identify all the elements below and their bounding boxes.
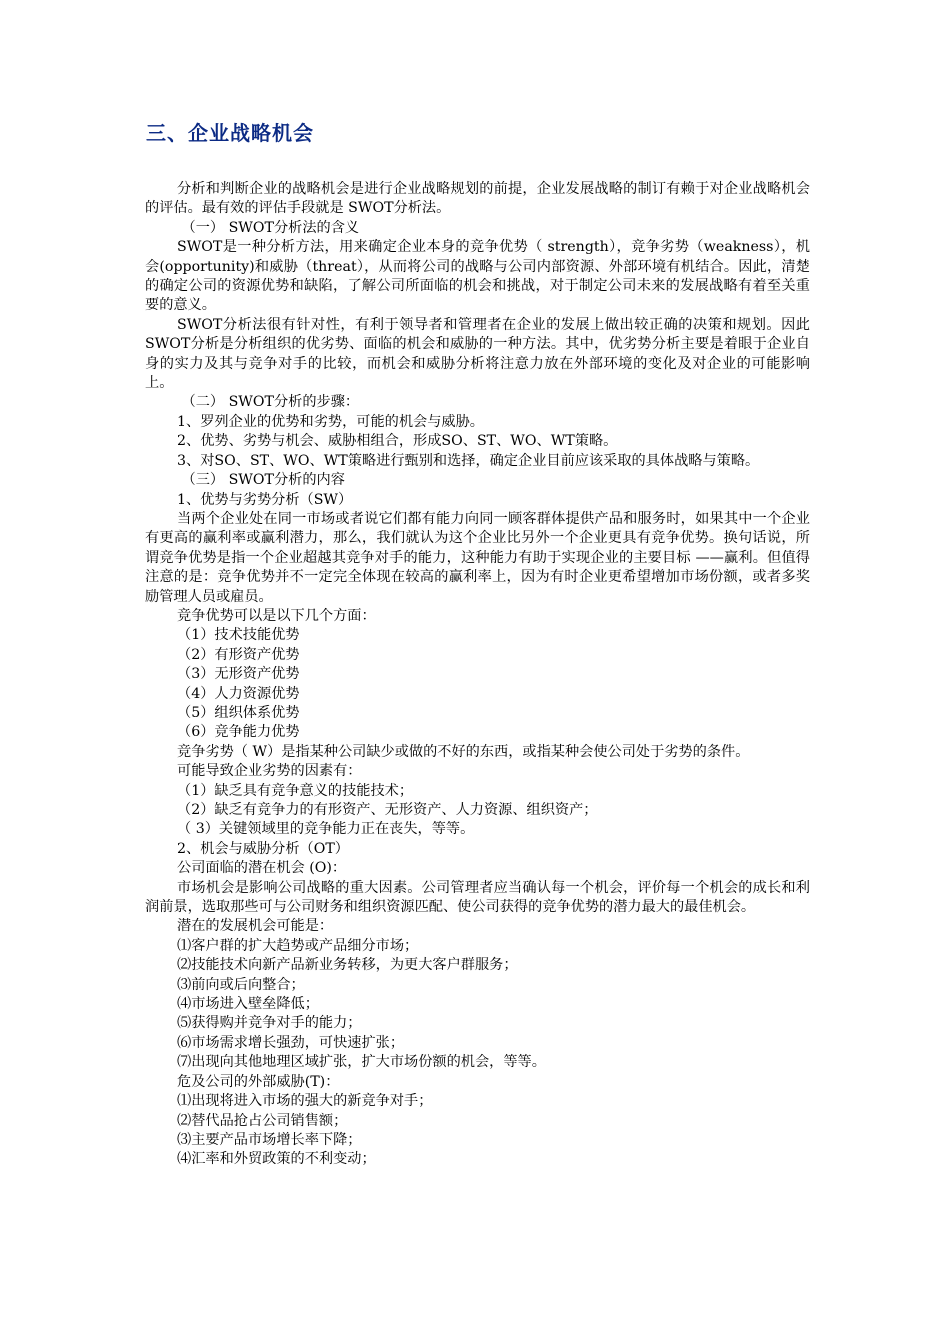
step-item: 1、罗列企业的优势和劣势，可能的机会与威胁。 bbox=[177, 413, 484, 430]
list-item: （1）缺乏具有竞争意义的技能技术； bbox=[177, 782, 414, 799]
list-item: （ 3）关键领域里的竞争能力正在丧失，等等。 bbox=[177, 821, 475, 838]
paragraph-swot-definition: SWOT是一种分析方法，用来确定企业本身的竞争优势（ strength），竞争劣势（weakness），机会(opportunity)和威胁（threat），从而将公司的战略与公司内部资源、外部环境有机结合。因此，清楚的确定公司的资源优势和缺陷，了解公司所面临的机会和挑战，对于制定公司未来的发展战略有着至关重要的意义。 bbox=[145, 239, 810, 314]
list-intro-weakness-factors: 可能导致企业劣势的因素有： bbox=[177, 763, 362, 780]
list-item: ⑴出现将进入市场的强大的新竞争对手； bbox=[177, 1093, 433, 1110]
list-item: （2）缺乏有竞争力的有形资产、无形资产、人力资源、组织资产； bbox=[177, 802, 598, 818]
document-body bbox=[145, 180, 810, 1170]
list-item: ⑴客户群的扩大趋势或产品细分市场； bbox=[177, 937, 419, 954]
list-intro-advantages: 竞争优势可以是以下几个方面： bbox=[177, 607, 376, 624]
list-item: ⑶前向或后向整合； bbox=[177, 976, 305, 993]
list-item: （4）人力资源优势 bbox=[177, 685, 300, 702]
paragraph-competitive-advantage: 当两个企业处在同一市场或者说它们都有能力向同一顾客群体提供产品和服务时，如果其中一个企业有更高的赢利率或赢利潜力，那么，我们就认为这个企业比另外一个企业更具有竞争优势。换句话说，所谓竞争优势是指一个企业超越其竞争对手的能力，这种能力有助于实现企业的主要目标 ——赢利。但值得注意的是：竞争优势并不一定完全体现在较高的赢利率上，因为有时企业更希望增加市场份额，或者多奖励管理人员或雇员。 bbox=[145, 510, 810, 605]
subheading-swot-meaning: （一） SWOT分析法的含义 bbox=[177, 219, 360, 236]
subheading-swot-content: （三） SWOT分析的内容 bbox=[177, 472, 345, 489]
list-item: （3）无形资产优势 bbox=[177, 666, 300, 683]
list-intro-opportunities: 潜在的发展机会可能是： bbox=[177, 918, 334, 935]
list-item: （6）竞争能力优势 bbox=[177, 724, 300, 741]
subheading-threats: 危及公司的外部威胁(T)： bbox=[177, 1073, 340, 1090]
list-item: （2）有形资产优势 bbox=[177, 646, 300, 663]
paragraph-intro: 分析和判断企业的战略机会是进行企业战略规划的前提，企业发展战略的制订有赖于对企业战略机会的评估。最有效的评估手段就是 SWOT分析法。 bbox=[145, 181, 810, 217]
list-item: ⑺出现向其他地理区域扩张，扩大市场份额的机会，等等。 bbox=[177, 1054, 546, 1071]
section-title: 三、企业战略机会 bbox=[146, 121, 314, 145]
subheading-swot-steps: （二） SWOT分析的步骤： bbox=[177, 394, 360, 411]
list-item: （1）技术技能优势 bbox=[177, 627, 300, 644]
subheading-ot: 2、机会与威胁分析（OT） bbox=[177, 840, 349, 857]
paragraph-market-opportunity: 市场机会是影响公司战略的重大因素。公司管理者应当确认每一个机会，评价每一个机会的成长和利润前景，选取那些可与公司财务和组织资源匹配、使公司获得的竞争优势的潜力最大的最佳机会。 bbox=[145, 879, 810, 916]
list-item: ⑵替代品抢占公司销售额； bbox=[177, 1112, 348, 1129]
step-item: 3、对SO、ST、WO、WT策略进行甄别和选择，确定企业目前应该采取的具体战略与策略。 bbox=[177, 452, 760, 469]
list-item: ⑷汇率和外贸政策的不利变动； bbox=[177, 1151, 376, 1168]
paragraph-swot-purpose: SWOT分析法很有针对性，有利于领导者和管理者在企业的发展上做出较正确的决策和规划。因此SWOT分析是分析组织的优劣势、面临的机会和威胁的一种方法。其中，优劣势分析主要是着眼于企业自身的实力及其与竞争对手的比较，而机会和威胁分析将注意力放在外部环境的变化及对企业的可能影响上。 bbox=[145, 316, 810, 392]
list-item: ⑸获得购并竞争对手的能力； bbox=[177, 1015, 362, 1032]
subheading-sw: 1、优势与劣势分析（SW） bbox=[177, 491, 353, 508]
paragraph-weakness: 竞争劣势（ W）是指某种公司缺少或做的不好的东西，或指某种会使公司处于劣势的条件。 bbox=[177, 743, 750, 760]
list-item: ⑶主要产品市场增长率下降； bbox=[177, 1131, 362, 1148]
subheading-opportunities: 公司面临的潜在机会 (O)： bbox=[177, 860, 347, 877]
list-item: ⑵技能技术向新产品新业务转移，为更大客户群服务； bbox=[177, 957, 518, 974]
list-item: ⑷市场进入壁垒降低； bbox=[177, 996, 319, 1013]
step-item: 2、优势、劣势与机会、威胁相组合，形成SO、ST、WO、WT策略。 bbox=[177, 433, 618, 450]
list-item: （5）组织体系优势 bbox=[177, 704, 300, 721]
list-item: ⑹市场需求增长强劲，可快速扩张； bbox=[177, 1034, 405, 1051]
